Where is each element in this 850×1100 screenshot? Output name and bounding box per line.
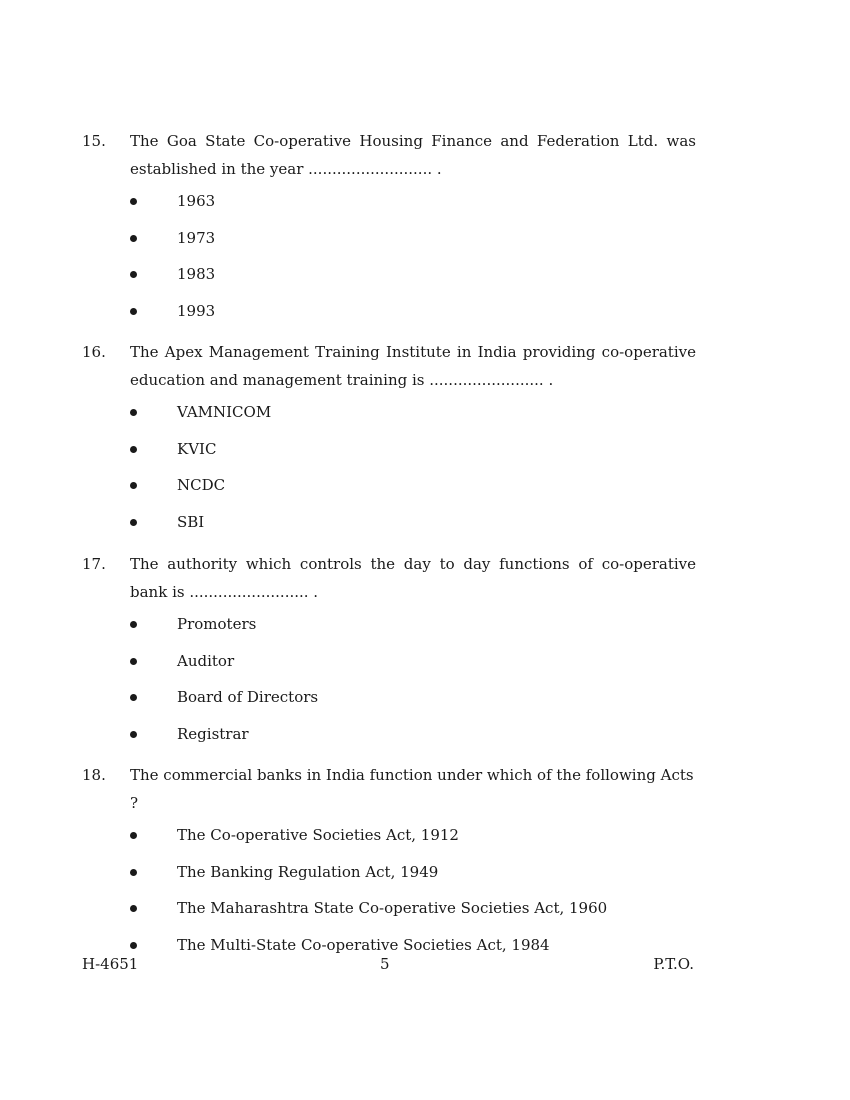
bullet-icon	[130, 942, 137, 949]
bullet-icon	[130, 905, 137, 912]
option-text: Board of Directors	[177, 688, 319, 706]
question-text: The commercial banks in India function under which of the following Acts ?	[130, 766, 694, 812]
bullet-icon	[130, 519, 137, 526]
option-text: SBI	[177, 512, 205, 531]
question-18	[82, 761, 696, 969]
option-text: The Banking Regulation Act, 1949	[177, 862, 439, 881]
bullet-icon	[130, 198, 137, 205]
pto-label: P.T.O.	[653, 955, 694, 973]
option-item	[82, 823, 696, 860]
option-item	[82, 685, 696, 722]
option-text: Promoters	[177, 615, 257, 633]
option-text: The Multi-State Co-operative Societies Act, 1984	[177, 935, 550, 954]
question-text: The authority which controls the day to day functions of co-operative bank is ......................... .	[130, 555, 696, 601]
option-text: Registrar	[177, 724, 249, 743]
bullet-icon	[130, 621, 137, 628]
option-item	[82, 896, 696, 933]
bullet-icon	[130, 482, 137, 489]
question-header	[82, 338, 696, 394]
option-text: Auditor	[177, 651, 235, 670]
bullet-icon	[130, 694, 137, 701]
page-footer	[82, 952, 694, 976]
bullet-icon	[130, 731, 137, 738]
question-15	[82, 127, 696, 335]
question-header	[82, 550, 696, 606]
question-17	[82, 550, 696, 758]
question-header	[82, 761, 696, 817]
options-list	[82, 189, 696, 335]
option-text: 1963	[177, 192, 216, 210]
option-text: The Co-operative Societies Act, 1912	[177, 826, 459, 844]
option-item	[82, 473, 696, 510]
bullet-icon	[130, 235, 137, 242]
option-item	[82, 722, 696, 759]
option-item	[82, 437, 696, 474]
option-text: NCDC	[177, 476, 226, 494]
bullet-icon	[130, 446, 137, 453]
option-text: 1973	[177, 228, 216, 247]
option-text: The Maharashtra State Co-operative Societies Act, 1960	[177, 899, 608, 917]
bullet-icon	[130, 832, 137, 839]
question-text: The Apex Management Training Institute in India providing co-operative education and management training is ........................ .	[130, 343, 696, 389]
options-list	[82, 823, 696, 969]
option-text: KVIC	[177, 439, 217, 458]
option-item	[82, 612, 696, 649]
option-text: VAMNICOM	[177, 403, 272, 421]
question-number: 15.	[82, 132, 106, 150]
question-16	[82, 338, 696, 546]
option-item	[82, 189, 696, 226]
option-item	[82, 226, 696, 263]
option-item	[82, 510, 696, 547]
paper-code: H-4651	[82, 955, 139, 973]
bullet-icon	[130, 658, 137, 665]
bullet-icon	[130, 409, 137, 416]
bullet-icon	[130, 869, 137, 876]
bullet-icon	[130, 308, 137, 315]
options-list	[82, 400, 696, 546]
options-list	[82, 612, 696, 758]
option-text: 1993	[177, 301, 216, 320]
option-item	[82, 262, 696, 299]
page-number: 5	[380, 955, 390, 973]
question-number: 16.	[82, 343, 106, 361]
bullet-icon	[130, 271, 137, 278]
option-text: 1983	[177, 265, 216, 283]
question-number: 17.	[82, 555, 106, 573]
option-item	[82, 299, 696, 336]
option-item	[82, 400, 696, 437]
question-number: 18.	[82, 766, 106, 784]
option-item	[82, 860, 696, 897]
option-item	[82, 649, 696, 686]
question-header	[82, 127, 696, 183]
question-text: The Goa State Co-operative Housing Finance and Federation Ltd. was established in the year .......................... .	[130, 132, 696, 178]
